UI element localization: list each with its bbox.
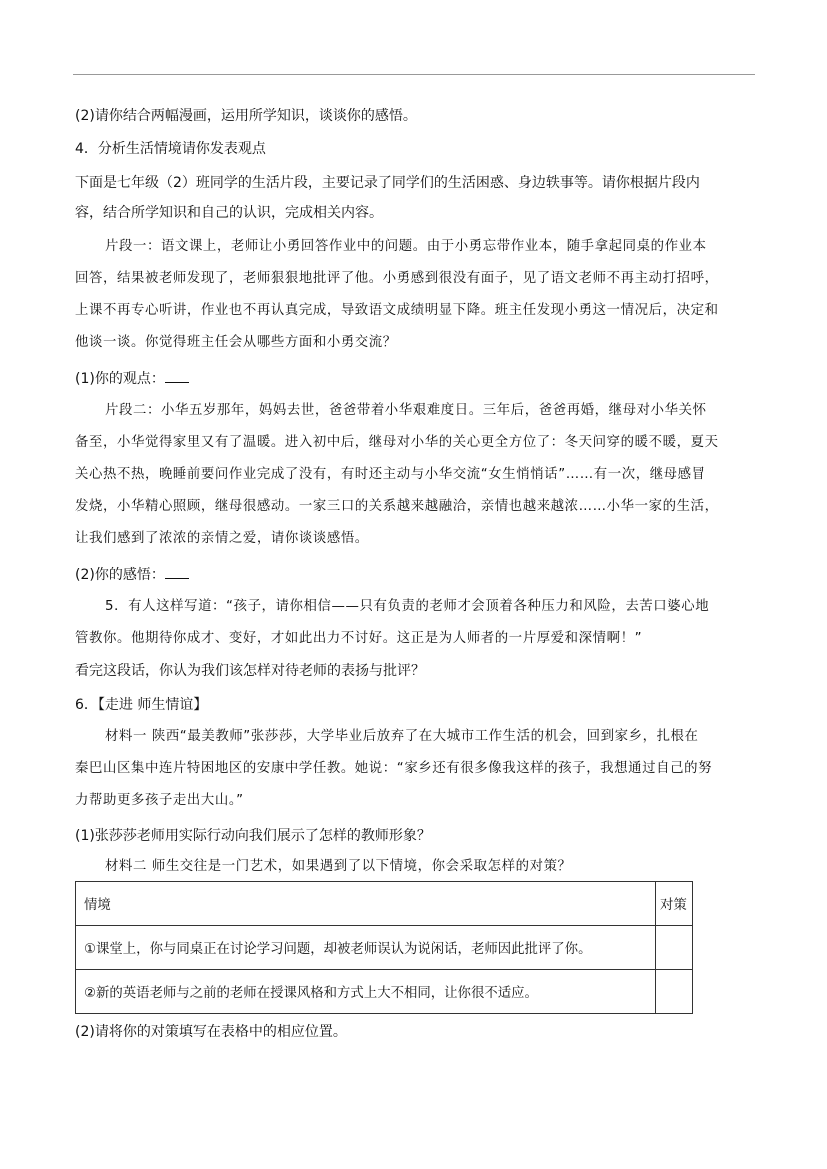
passage-1: 上课不再专心听讲，作业也不再认真完成，导致语文成绩明显下降。班主任发现小勇这一情况后，决定和 bbox=[75, 303, 719, 318]
passage-2: 让我们感到了浓浓的亲情之爱，请你谈谈感悟。 bbox=[75, 531, 369, 546]
question-label: (2)你的感悟： bbox=[75, 567, 165, 583]
question-4-1 bbox=[75, 370, 189, 388]
strategy-answer-cell[interactable] bbox=[656, 926, 693, 970]
header-divider bbox=[73, 74, 755, 75]
situation-cell: ②新的英语老师与之前的老师在授课风格和方式上大不相同，让你很不适应。 bbox=[76, 970, 656, 1014]
header-strategy: 对策 bbox=[656, 882, 693, 926]
question-3-2: (2)请你结合两幅漫画，运用所学知识，谈谈你的感悟。 bbox=[75, 108, 417, 124]
question-6-title: 6．【走进 师生情谊】 bbox=[75, 697, 208, 713]
passage-1: 回答，结果被老师发现了，老师狠狠地批评了他。小勇感到很没有面子，见了语文老师不再主动打招呼， bbox=[75, 271, 719, 286]
passage-1: 他谈一谈。你觉得班主任会从哪些方面和小勇交流？ bbox=[75, 335, 397, 350]
question-4-title: 4．分析生活情境请你发表观点 bbox=[75, 141, 266, 157]
table-row bbox=[76, 926, 693, 970]
question-4-2 bbox=[75, 566, 189, 584]
answer-blank[interactable] bbox=[165, 370, 189, 383]
material-1: 力帮助更多孩子走出大山。” bbox=[75, 793, 244, 808]
strategy-answer-cell[interactable] bbox=[656, 970, 693, 1014]
header-situation: 情境 bbox=[76, 882, 656, 926]
question-6-1: (1)张莎莎老师用实际行动向我们展示了怎样的教师形象？ bbox=[75, 828, 431, 844]
question-4-intro: 容，结合所学知识和自己的认识，完成相关内容。 bbox=[75, 205, 383, 221]
passage-2: 发烧，小华精心照顾，继母很感动。一家三口的关系越来越融洽，亲情也越来越浓……小华一家的生活， bbox=[75, 499, 719, 514]
situation-cell: ①课堂上，你与同桌正在讨论学习问题，却被老师误认为说闲话，老师因此批评了你。 bbox=[76, 926, 656, 970]
material-2: 材料二 师生交往是一门艺术，如果遇到了以下情境，你会采取怎样的对策？ bbox=[105, 859, 572, 874]
table-row bbox=[76, 970, 693, 1014]
question-4-intro: 下面是七年级（2）班同学的生活片段，主要记录了同学们的生活困惑、身边轶事等。请你根据片段内 bbox=[75, 175, 700, 191]
material-1: 秦巴山区集中连片特困地区的安康中学任教。她说：“家乡还有很多像我这样的孩子，我想通过自己的努 bbox=[75, 761, 713, 776]
question-label: (1)你的观点： bbox=[75, 371, 165, 387]
table-header-row bbox=[76, 882, 693, 926]
passage-2: 关心热不热，晚睡前要问作业完成了没有，有时还主动与小华交流“女生悄悄话”……有一次，继母感冒 bbox=[75, 467, 706, 482]
question-5: 5．有人这样写道：“孩子，请你相信——只有负责的老师才会顶着各种压力和风险，去苦口婆心地 bbox=[105, 599, 710, 614]
passage-2: 片段二：小华五岁那年，妈妈去世，爸爸带着小华艰难度日。三年后，爸爸再婚，继母对小华关怀 bbox=[105, 403, 707, 418]
passage-1: 片段一：语文课上，老师让小勇回答作业中的问题。由于小勇忘带作业本，随手拿起同桌的作业本 bbox=[105, 239, 707, 254]
question-6-2: (2)请将你的对策填写在表格中的相应位置。 bbox=[75, 1024, 347, 1040]
strategy-table bbox=[75, 881, 693, 1014]
question-5: 管教你。他期待你成才、变好，才如此出力不讨好。这正是为人师者的一片厚爱和深情啊！” bbox=[75, 631, 643, 646]
question-5-prompt: 看完这段话，你认为我们该怎样对待老师的表扬与批评？ bbox=[75, 663, 425, 679]
answer-blank[interactable] bbox=[165, 566, 189, 579]
material-1: 材料一 陕西“最美教师”张莎莎，大学毕业后放弃了在大城市工作生活的机会，回到家乡，扎根在 bbox=[105, 729, 699, 744]
passage-2: 备至，小华觉得家里又有了温暖。进入初中后，继母对小华的关心更全方位了：冬天问穿的暖不暖，夏天 bbox=[75, 435, 719, 450]
